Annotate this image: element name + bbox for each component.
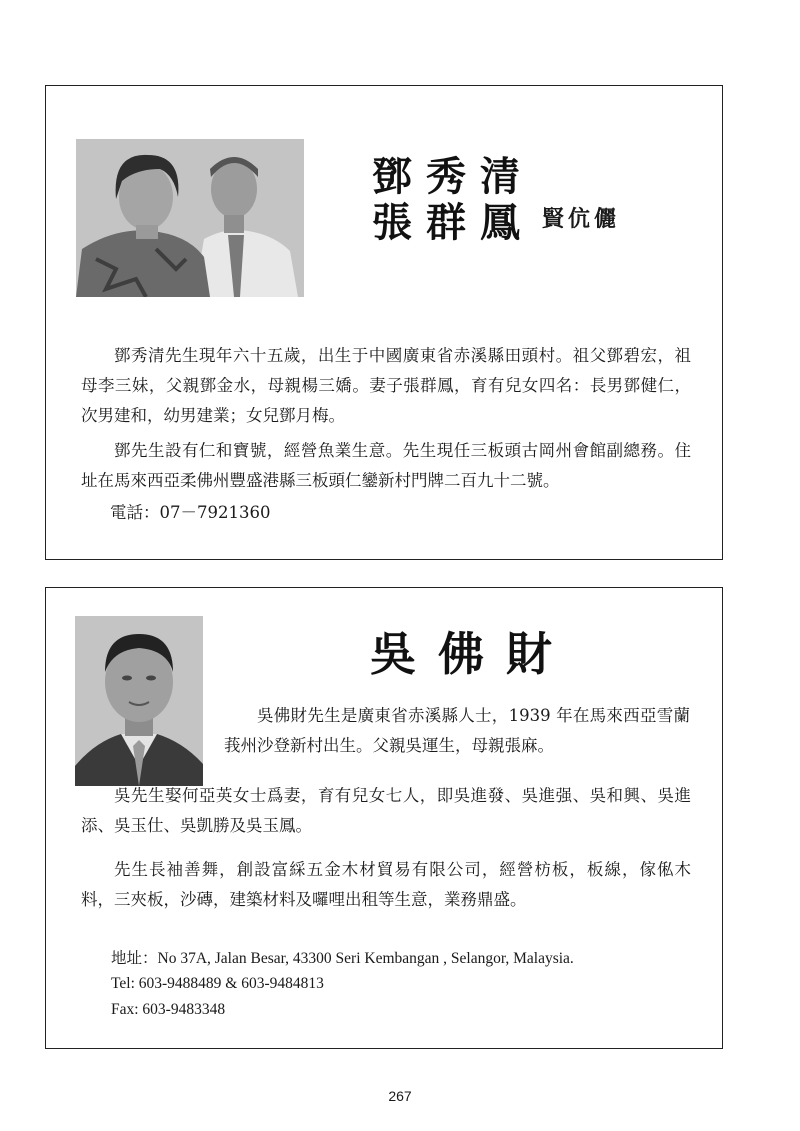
family-paragraph: 吳先生娶何亞英女士爲妻，育有兒女七人，即吳進發、吳進强、吳和興、吳進添、吳玉仕、吳凱勝及吳玉鳳。: [81, 786, 691, 835]
honorific-text: 賢伉儷: [542, 206, 621, 232]
biography-box-ng: [45, 587, 723, 1049]
telephone-text: Tel: 603-9488489 & 603-9484813: [111, 975, 324, 992]
biography-box-deng-zhang: [45, 85, 723, 560]
biography-paragraph: 鄧秀清先生現年六十五歲，出生于中國廣東省赤溪縣田頭村。祖父鄧碧宏，祖母李三妹，父親鄧金水，母親楊三嬌。妻子張群鳳，育有兒女四名：長男鄧健仁，次男建和，幼男建業；女兒鄧月梅。: [81, 346, 691, 425]
wife-name: 張群鳳: [372, 199, 534, 246]
page-number: 267: [388, 1088, 412, 1104]
fax-text: Fax: 603-9483348: [111, 1001, 226, 1018]
biography-paragraph: 吳佛財先生是廣東省赤溪縣人士，1939 年在馬來西亞雪蘭莪州沙登新村出生。父親吳運生，母親張麻。: [224, 706, 690, 755]
portrait-photo-illustration: [75, 616, 203, 786]
business-paragraph: 先生長袖善舞，創設富綵五金木材貿易有限公司，經營枋板，板線，傢俬木料，三夾板，沙磚，建築材料及囉哩出租等生意，業務鼎盛。: [81, 860, 691, 909]
husband-name: 鄧秀清: [372, 153, 534, 200]
business-paragraph: 鄧先生設有仁和寶號，經營魚業生意。先生現任三板頭古岡州會館副總務。住址在馬來西亞柔佛州豐盛港縣三板頭仁鑾新村門牌二百九十二號。: [81, 441, 691, 490]
person-name-heading: 吳佛財: [370, 627, 574, 681]
address-text: 地址：No 37A, Jalan Besar, 43300 Seri Kembangan , Selangor, Malaysia.: [111, 950, 574, 967]
couple-photo-illustration: [76, 139, 304, 297]
portrait-photo: [75, 616, 203, 786]
phone-text: 電話：07－7921360: [110, 503, 271, 522]
couple-names-heading: [372, 154, 534, 246]
couple-portrait-photo: [76, 139, 304, 297]
